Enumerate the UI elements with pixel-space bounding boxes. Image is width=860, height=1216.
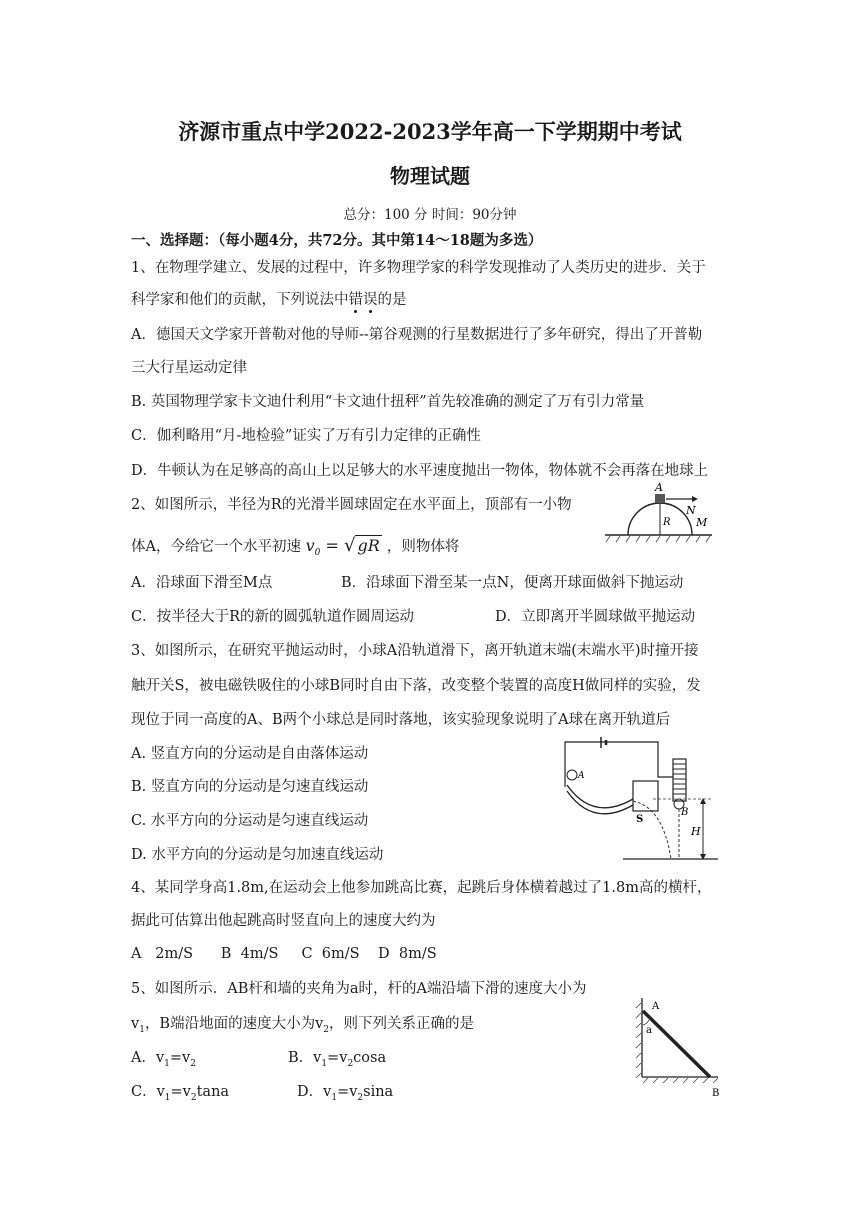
- initial-velocity-formula: [305, 535, 387, 559]
- label-m: M: [696, 516, 708, 529]
- label-b: B: [712, 1088, 720, 1099]
- formula-radicand: gR: [357, 536, 380, 555]
- page-title: 济源市重点中学2022-2023学年高一下学期期中考试: [178, 119, 682, 144]
- ball-a: [567, 770, 577, 780]
- label-r: R: [663, 517, 671, 528]
- label-alpha: a: [646, 1025, 652, 1036]
- q4-stem-line2: 据此可估算出他起跳高时竖直向上的速度大约为: [131, 913, 436, 929]
- q1-option-d: D．牛顿认为在足够高的高山上以足够大的水平速度抛出一物体，物体就不会再落在地球上: [131, 463, 709, 479]
- arrow-head-icon: [692, 496, 698, 502]
- q5-text: ，B端沿地面的速度大小为v: [144, 1016, 324, 1032]
- label-h: H: [691, 825, 701, 838]
- q1-option-a-cont: 三大行星运动定律: [131, 360, 247, 376]
- block-a: [655, 494, 665, 503]
- label-b: B: [681, 807, 689, 818]
- q1-option-c: C．伽利略用“月-地检验”证实了万有引力定律的正确性: [131, 428, 481, 444]
- label-a: A: [578, 771, 585, 781]
- sqrt-icon: √: [343, 535, 356, 556]
- stand: [633, 781, 658, 811]
- q5-stem-line2: [131, 1014, 474, 1040]
- q5-stem-line1: 5、如图所示．AB杆和墙的夹角为a时，杆的A端沿墙下滑的速度大小为: [131, 981, 587, 997]
- apparatus-figure: [553, 737, 723, 867]
- q2-option-c: C．按半径大于R的新的圆弧轨道作圆周运动: [131, 609, 415, 625]
- electromagnet: [673, 759, 686, 801]
- q4-stem-line1: 4、某同学身高1.8m,在运动会上他参加跳高比赛，起跳后身体横着越过了1.8m高的横杆，: [131, 880, 712, 896]
- q1-emphasis-char: 误: [363, 292, 378, 308]
- ground-hatch: [606, 536, 710, 542]
- label-n: N: [686, 504, 696, 517]
- q1-stem-text: 科学家和他们的贡献，下列说法中: [131, 292, 349, 308]
- exam-meta: 总分：100 分 时间：90分钟: [343, 207, 517, 223]
- q1-stem-line1: 1、在物理学建立、发展的过程中，许多物理学家的科学发现推动了人类历史的进步．关于: [131, 260, 706, 276]
- q2-stem-text: ，则物体将: [386, 539, 460, 555]
- wall-hatch: [636, 1003, 641, 1078]
- q5-text: v: [131, 1016, 140, 1032]
- q3-option-b: B. 竖直方向的分运动是匀速直线运动: [131, 779, 369, 795]
- q5-subscript: 2: [323, 1024, 330, 1035]
- rod-wall-figure: [628, 995, 728, 1099]
- q3-option-c: C. 水平方向的分运动是匀速直线运动: [131, 813, 369, 829]
- rod-ab: [643, 1011, 710, 1077]
- section-heading: 一、选择题：（每小题4分，共72分。其中第14～18题为多选）: [131, 232, 543, 249]
- q2-option-a: A．沿球面下滑至M点: [131, 575, 273, 591]
- floor-hatch: [643, 1078, 718, 1083]
- q3-option-a: A. 竖直方向的分运动是自由落体运动: [131, 746, 369, 762]
- q5-option-d: D．$v_1=v_2\sin a$: [297, 1084, 394, 1103]
- q1-option-a: A．德国天文学家开普勒对他的导师--第谷观测的行星数据进行了多年研究，得出了开普勒: [131, 327, 703, 343]
- circuit-wire: [658, 762, 673, 777]
- ramp-track: [567, 785, 633, 808]
- q1-emphasis-char: 错: [348, 292, 363, 308]
- q5-option-c: C．$v_1=v_2\tan a$: [131, 1084, 230, 1103]
- q2-stem-line2: [131, 536, 459, 563]
- q2-option-b: B．沿球面下滑至某一点N，便离开球面做斜下抛运动: [341, 575, 684, 591]
- q1-option-b: B. 英国物理学家卡文迪什利用“卡文迪什扭秤”首先较准确的测定了万有引力常量: [131, 394, 645, 410]
- q5-subscript: 1: [139, 1024, 145, 1035]
- q3-stem-line3: 现位于同一高度的A、B两个小球总是同时落地，该实验现象说明了A球在离开轨道后: [131, 712, 671, 728]
- label-a: A: [655, 481, 663, 494]
- q5-option-a: A．$v_1=v_2$: [131, 1050, 196, 1069]
- q2-option-d: D．立即离开半圆球做平抛运动: [495, 609, 696, 625]
- q1-stem-text: 的是: [377, 292, 407, 308]
- q5-option-b: B．$v_1=v_2\cos a$: [288, 1050, 387, 1069]
- formula-v: v: [305, 536, 315, 555]
- q5-text: ，则下列关系正确的是: [329, 1016, 475, 1032]
- q2-stem-line1: 2、如图所示，半径为R的光滑半圆球固定在水平面上，顶部有一小物: [131, 497, 572, 513]
- hemisphere-figure: [600, 480, 720, 546]
- q1-stem-line2: [131, 290, 407, 310]
- ramp-track: [567, 791, 633, 814]
- page-subtitle: 物理试题: [390, 164, 470, 188]
- q3-option-d: D. 水平方向的分运动是匀加速直线运动: [131, 847, 384, 863]
- label-a: A: [652, 1001, 660, 1012]
- projectile-path: [633, 801, 671, 859]
- q3-stem-line1: 3、如图所示，在研究平抛运动时，小球A沿轨道滑下，离开轨道末端(末端水平)时撞开接: [131, 643, 699, 659]
- formula-equals: =: [325, 536, 339, 555]
- q3-stem-line2: 触开关S，被电磁铁吸住的小球B同时自由下落，改变整个装置的高度H做同样的实验，发: [131, 678, 701, 694]
- q4-options: A 2m/S B 4m/S C 6m/S D 8m/S: [131, 946, 437, 962]
- q2-stem-text: 体A，今给它一个水平初速: [131, 539, 301, 555]
- label-s: S: [636, 814, 644, 825]
- coil-icon: [673, 764, 686, 794]
- formula-subscript: 0: [314, 548, 321, 559]
